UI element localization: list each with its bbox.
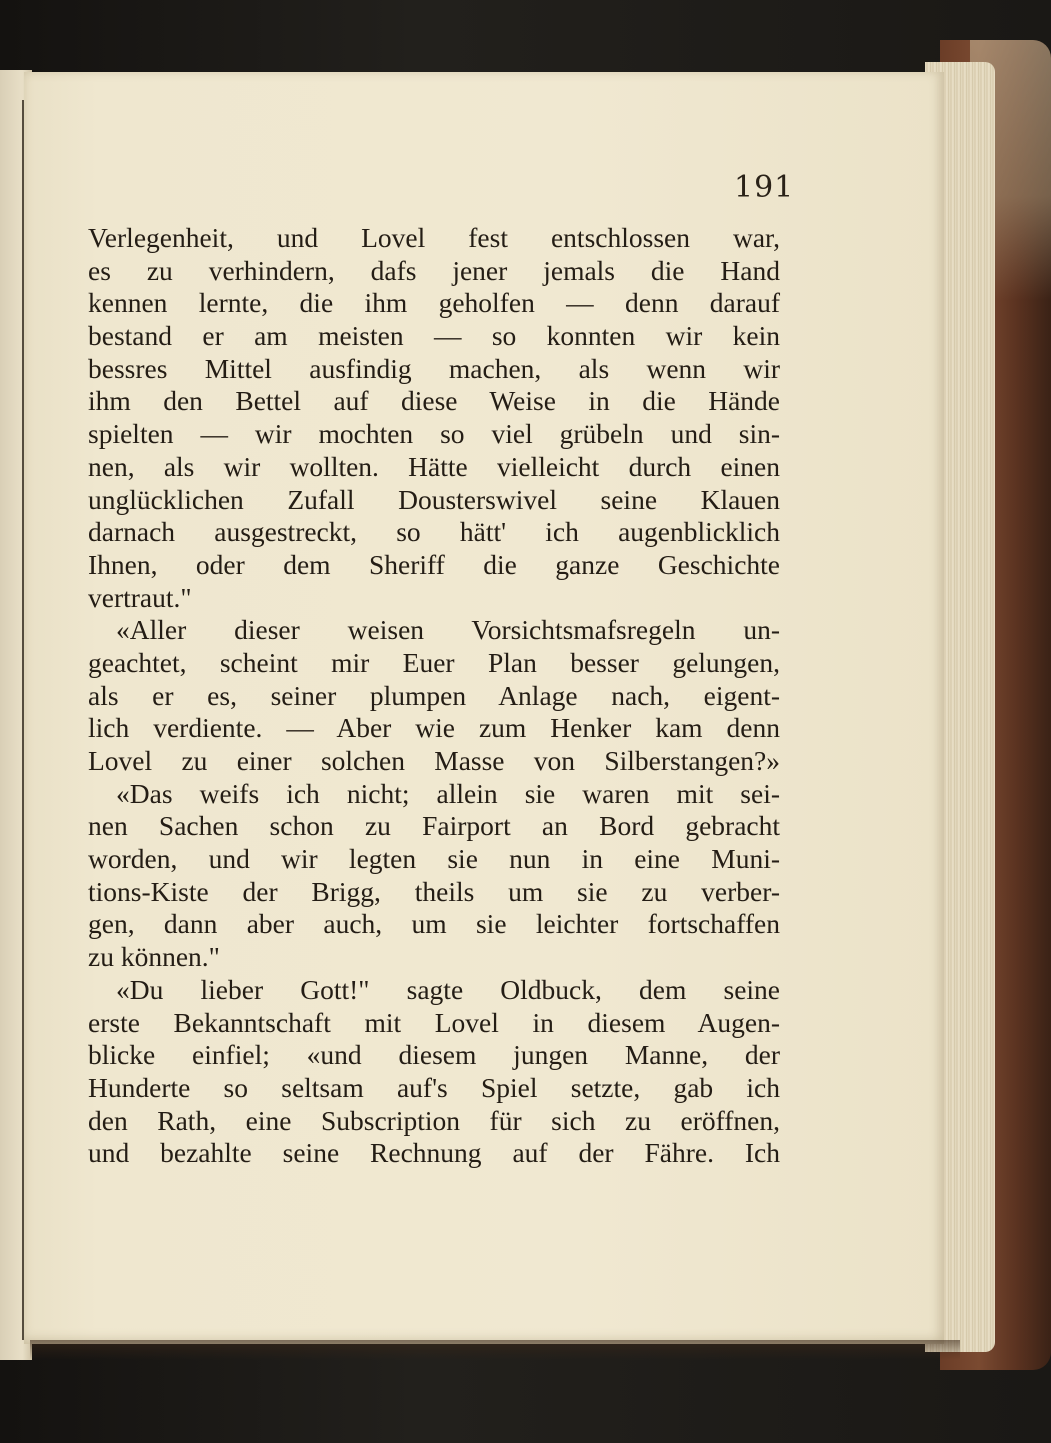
text-line: unglücklichen Zufall Dousterswivel seine Klauen xyxy=(88,483,780,515)
text-line: gen, dann aber auch, um sie leichter fortschaffen xyxy=(88,908,780,940)
book-page xyxy=(24,72,944,1344)
text-line: den Rath, eine Subscription für sich zu eröffnen, xyxy=(88,1104,780,1136)
text-line: darnach ausgestreckt, so hätt' ich augenblicklich xyxy=(88,516,780,548)
page-number: 191 xyxy=(734,170,795,205)
page-bottom-shadow xyxy=(30,1340,960,1360)
text-line: als er es, seiner plumpen Anlage nach, eigent- xyxy=(88,679,780,711)
text-line: «Du lieber Gott!" sagte Oldbuck, dem seine xyxy=(116,973,780,1005)
text-line: Verlegenheit, und Lovel fest entschlossen war, xyxy=(88,222,780,253)
text-line: zu können." xyxy=(88,941,220,973)
text-line: blicke einfiel; «und diesem jungen Manne, der xyxy=(88,1039,780,1071)
text-line: kennen lernte, die ihm geholfen — denn darauf xyxy=(88,287,780,319)
page-text xyxy=(88,222,780,1170)
text-line: nen, als wir wollten. Hätte vielleicht durch einen xyxy=(88,450,780,482)
text-line: und bezahlte seine Rechnung auf der Fähre. Ich xyxy=(88,1137,780,1169)
text-line: spielten — wir mochten so viel grübeln und sin- xyxy=(88,418,780,450)
text-line: es zu verhindern, dafs jener jemals die Hand xyxy=(88,254,780,286)
text-line: Lovel zu einer solchen Masse von Silberstangen?» xyxy=(88,745,780,776)
text-line: ihm den Bettel auf diese Weise in die Hände xyxy=(88,385,780,417)
text-line: nen Sachen schon zu Fairport an Bord gebracht xyxy=(88,810,780,842)
text-line: «Das weifs ich nicht; allein sie waren mit sei- xyxy=(116,777,780,809)
text-line: erste Bekanntschaft mit Lovel in diesem Augen- xyxy=(88,1006,780,1038)
text-line: Hunderte so seltsam auf's Spiel setzte, gab ich xyxy=(88,1071,780,1103)
text-line: «Aller dieser weisen Vorsichtsmafsregeln un- xyxy=(116,614,780,646)
text-line: vertraut." xyxy=(88,581,192,613)
text-line: worden, und wir legten sie nun in eine Muni- xyxy=(88,843,780,875)
text-line: bessres Mittel ausfindig machen, als wenn wir xyxy=(88,352,780,384)
text-line: Ihnen, oder dem Sheriff die ganze Geschichte xyxy=(88,548,780,580)
text-line: bestand er am meisten — so konnten wir kein xyxy=(88,320,780,352)
text-line: geachtet, scheint mir Euer Plan besser gelungen, xyxy=(88,646,780,678)
text-line: tions-Kiste der Brigg, theils um sie zu verber- xyxy=(88,875,780,907)
text-line: lich verdiente. — Aber wie zum Henker kam denn xyxy=(88,712,780,744)
